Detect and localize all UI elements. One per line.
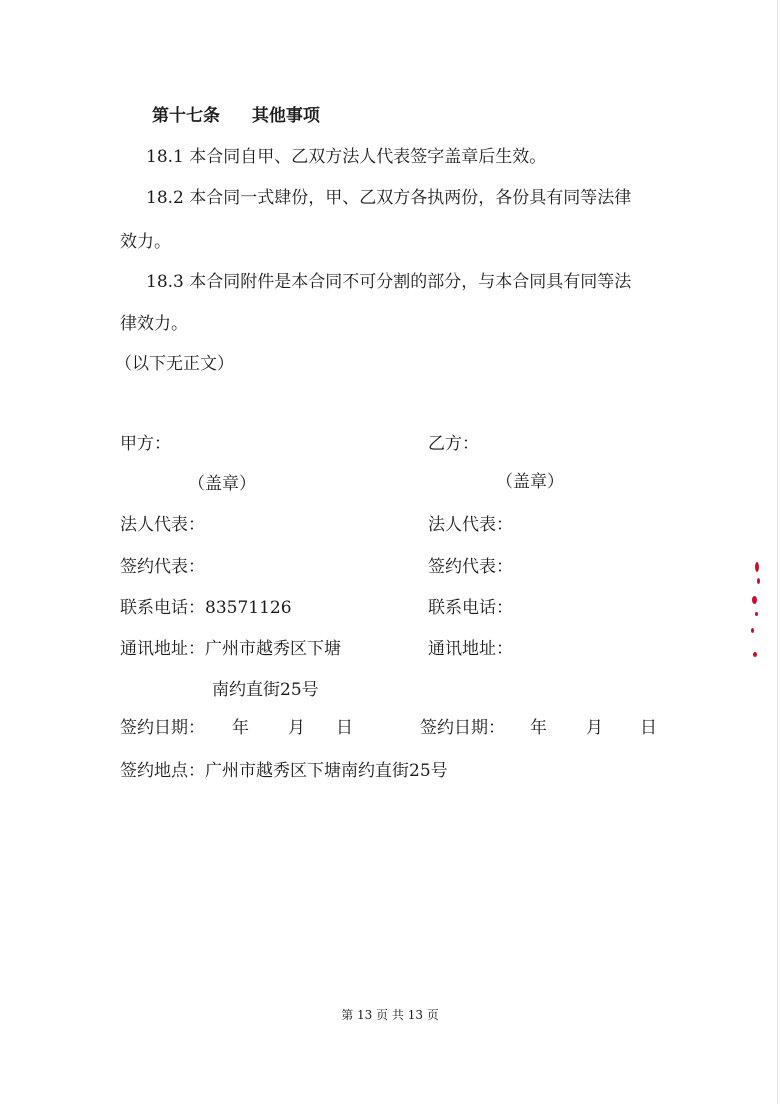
party-b-date-label: 签约日期：	[420, 718, 505, 738]
party-a-year: 年	[232, 718, 249, 738]
party-b-phone-label: 联系电话：	[428, 598, 513, 618]
signing-place: 签约地点：广州市越秀区下塘南约直街25号	[120, 761, 448, 781]
party-a-seal: （盖章）	[188, 474, 256, 494]
clause-18-2-line2: 效力。	[120, 232, 171, 252]
party-a-address-line1: 广州市越秀区下塘	[205, 639, 341, 659]
party-b-year: 年	[530, 718, 547, 738]
party-b-day: 日	[640, 718, 657, 738]
party-b-label: 乙方：	[428, 434, 479, 454]
party-b-sign-rep: 签约代表：	[428, 557, 513, 577]
party-a-address-line2: 南约直街25号	[212, 680, 319, 700]
party-a-phone-label: 联系电话：	[120, 598, 205, 618]
party-a-month: 月	[288, 718, 305, 738]
party-a-address-label: 通讯地址：	[120, 639, 205, 659]
party-b-seal: （盖章）	[496, 472, 564, 492]
clause-18-2-line1: 18.2 本合同一式肆份，甲、乙双方各执两份，各份具有同等法律	[146, 188, 632, 208]
party-b-legal-rep: 法人代表：	[428, 515, 513, 535]
party-b-month: 月	[586, 718, 603, 738]
no-text-below: （以下无正文）	[115, 354, 234, 374]
party-a-legal-rep: 法人代表：	[120, 515, 205, 535]
page-footer: 第 13 页 共 13 页	[341, 1008, 439, 1022]
party-a-address-row	[120, 637, 341, 661]
party-a-label: 甲方：	[120, 434, 171, 454]
clause-18-1: 18.1 本合同自甲、乙双方法人代表签字盖章后生效。	[146, 147, 547, 167]
section-number: 第十七条	[152, 106, 220, 126]
page-edge-line	[777, 0, 778, 1104]
section-title: 其他事项	[251, 106, 320, 126]
party-a-sign-rep: 签约代表：	[120, 557, 205, 577]
clause-18-3-line1: 18.3 本合同附件是本合同不可分割的部分，与本合同具有同等法	[146, 272, 632, 292]
clause-18-3-line2: 律效力。	[120, 314, 188, 334]
party-a-date-label: 签约日期：	[120, 718, 205, 738]
party-a-day: 日	[336, 718, 353, 738]
party-b-address-label: 通讯地址：	[428, 639, 513, 659]
section-heading	[152, 104, 320, 128]
party-a-phone-row	[120, 596, 292, 620]
party-a-phone: 83571126	[205, 598, 292, 618]
